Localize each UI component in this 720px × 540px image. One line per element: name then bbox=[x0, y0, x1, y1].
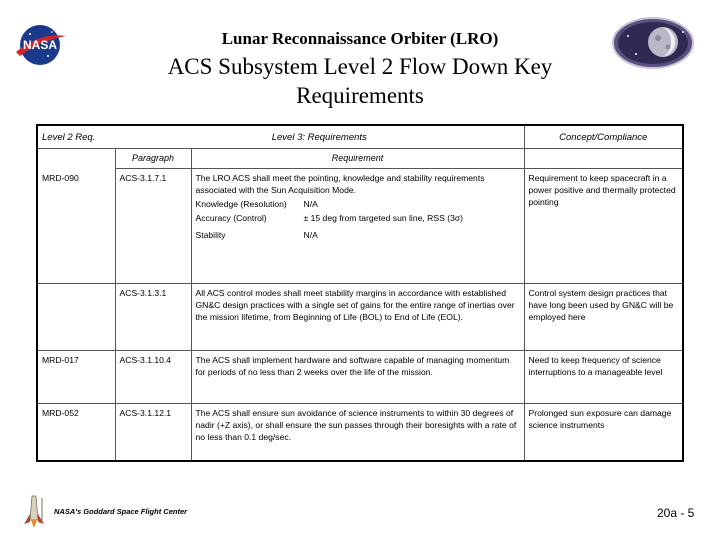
requirement-cell: The ACS shall implement hardware and software capable of managing momentum for periods of no less than 2 weeks over the life of the mission. bbox=[191, 350, 524, 403]
col-requirement: Requirement bbox=[191, 149, 524, 169]
paragraph-cell: ACS-3.1.10.4 bbox=[115, 350, 191, 403]
title-line-1: ACS Subsystem Level 2 Flow Down Key bbox=[167, 54, 553, 79]
requirement-cell: All ACS control modes shall meet stability margins in accordance with established GN&C design practices with a single set of gains for the entire range of inertias over the mission lifetime, from Beginning of Life (BOL) to End of Life (EOL). bbox=[191, 283, 524, 350]
requirement-cell bbox=[191, 169, 524, 284]
concept-cell: Requirement to keep spacecraft in a power positive and thermally protected pointing bbox=[524, 169, 683, 284]
col-concept: Concept/Compliance bbox=[524, 125, 683, 149]
page-title bbox=[0, 52, 720, 110]
page-number: 20a - 5 bbox=[657, 506, 695, 520]
spec-label: Accuracy (Control) bbox=[195, 213, 267, 223]
concept-cell: Prolonged sun exposure can damage science instruments bbox=[524, 403, 683, 461]
level2-cell: MRD-017 bbox=[37, 350, 115, 403]
requirement-cell: The ACS shall ensure sun avoidance of science instruments to within 30 degrees of nadir (+Z axis), or shall ensure the sun passes through their boresights with a rate of no less than 0.1 deg/sec. bbox=[191, 403, 524, 461]
subtitle: Lunar Reconnaissance Orbiter (LRO) bbox=[221, 29, 499, 48]
spec-label: Knowledge (Resolution) bbox=[195, 199, 287, 209]
level2-cell: MRD-090 bbox=[42, 172, 79, 183]
spec-row bbox=[196, 229, 520, 241]
paragraph-cell: ACS-3.1.7.1 bbox=[115, 169, 191, 284]
level2-cell: MRD-052 bbox=[37, 403, 115, 461]
goddard-rocket-logo bbox=[18, 492, 52, 530]
table-row bbox=[37, 403, 683, 461]
svg-text:NASA: NASA bbox=[22, 38, 58, 52]
table-row bbox=[37, 169, 683, 284]
header-row bbox=[37, 125, 683, 149]
col-paragraph: Paragraph bbox=[115, 149, 191, 169]
requirements-table bbox=[36, 124, 684, 462]
subheader-row bbox=[37, 149, 683, 169]
level2-cell bbox=[37, 283, 115, 350]
title-line-2: Requirements bbox=[296, 83, 424, 108]
concept-cell: Need to keep frequency of science interruptions to a manageable level bbox=[524, 350, 683, 403]
spec-value: N/A bbox=[303, 199, 318, 209]
requirement-text: The LRO ACS shall meet the pointing, knowledge and stability requirements associated with the Sun Acquisition Mode. bbox=[195, 173, 485, 195]
table-row bbox=[37, 350, 683, 403]
col-level2: Level 2 Req. bbox=[37, 125, 115, 149]
concept-cell: Control system design practices that have long been used by GN&C will be employed here bbox=[524, 283, 683, 350]
spec-label: Stability bbox=[195, 230, 226, 240]
footer-org: NASA's Goddard Space Flight Center bbox=[54, 507, 188, 516]
spec-row bbox=[196, 212, 520, 224]
spec-value: N/A bbox=[303, 230, 318, 240]
spec-value: ± 15 deg from targeted sun line, RSS (3σ) bbox=[303, 213, 464, 223]
paragraph-cell: ACS-3.1.12.1 bbox=[115, 403, 191, 461]
spec-row bbox=[196, 198, 520, 210]
paragraph-cell: ACS-3.1.3.1 bbox=[115, 283, 191, 350]
col-level3: Level 3: Requirements bbox=[115, 125, 524, 149]
table-row bbox=[37, 283, 683, 350]
